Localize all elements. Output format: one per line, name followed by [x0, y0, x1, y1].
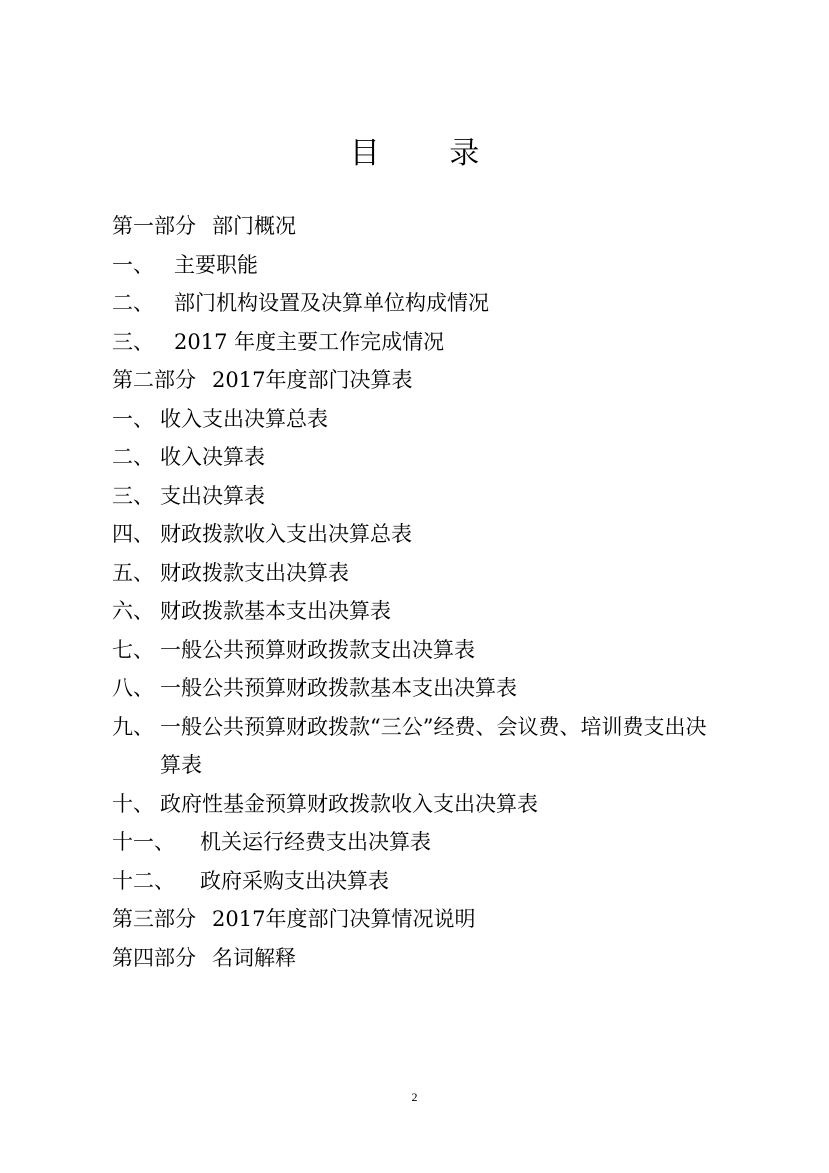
toc-entry [112, 246, 732, 285]
toc-entry-text: 主要职能 [174, 252, 258, 277]
toc-entry-text: 机关运行经费支出决算表 [200, 830, 431, 854]
toc-entry-number: 十一、 [112, 830, 175, 854]
toc-entry-text: 名词解释 [212, 945, 296, 970]
page-number: 2 [411, 1090, 418, 1104]
toc-entry [112, 785, 732, 824]
toc-entry-text: 2017年度部门决算情况说明 [212, 907, 476, 931]
toc-entry [112, 515, 732, 554]
toc-entry [112, 284, 732, 323]
toc-title: 目 录 [349, 136, 510, 171]
toc-entry-number: 四、 [112, 522, 154, 546]
toc-entry-text: 政府性基金预算财政拨款收入支出决算表 [160, 791, 538, 816]
toc-entry-number: 六、 [112, 599, 154, 623]
toc-entry-text: 部门机构设置及决算单位构成情况 [174, 291, 489, 315]
toc-entry-part-3 [112, 900, 732, 939]
toc-entry-number: 七、 [112, 637, 154, 662]
toc-entry [112, 631, 732, 670]
toc-entry-number: 第二部分 [112, 368, 196, 392]
toc-entry-number: 第三部分 [112, 907, 196, 931]
toc-entry [112, 323, 732, 362]
toc-entry-text: 财政拨款支出决算表 [160, 560, 349, 585]
toc-entry-number: 十二、 [112, 868, 175, 893]
toc-entry-number: 一、 [112, 252, 154, 277]
toc-entry [112, 592, 732, 631]
toc-entry-number: 十、 [112, 791, 154, 816]
toc-entry-text: 一般公共预算财政拨款基本支出决算表 [160, 676, 517, 700]
toc-entry [112, 400, 732, 439]
toc-entry-text: 政府采购支出决算表 [200, 868, 389, 893]
toc-entry-number: 三、 [112, 329, 154, 354]
toc-entry-text: 一般公共预算财政拨款“三公”经费、会议费、培训费支出决算表 [160, 714, 707, 777]
toc-entry-text: 支出决算表 [160, 483, 265, 508]
toc-entry [112, 554, 732, 593]
toc-entry-number: 二、 [112, 445, 154, 469]
toc-entry [112, 669, 732, 708]
toc-entry-text: 收入支出决算总表 [160, 406, 328, 431]
toc-entry [112, 477, 732, 516]
toc-entry-text: 2017 年度主要工作完成情况 [174, 329, 445, 354]
toc-entry-text: 2017年度部门决算表 [212, 368, 413, 392]
toc-entry [112, 862, 732, 901]
toc-entry-number: 三、 [112, 483, 154, 508]
toc-entry-number: 第四部分 [112, 945, 196, 970]
toc-entry-part-2 [112, 361, 732, 400]
toc-entry-number: 一、 [112, 406, 154, 431]
toc-entry-number: 八、 [112, 676, 154, 700]
toc-entry-text: 财政拨款基本支出决算表 [160, 599, 391, 623]
toc-entry [112, 438, 732, 477]
toc-entry-text: 财政拨款收入支出决算总表 [160, 522, 412, 546]
toc-entry-number: 二、 [112, 291, 154, 315]
toc-entry-number: 九、 [112, 714, 154, 739]
toc-entry-number: 第一部分 [112, 214, 196, 238]
toc-entry-part-4 [112, 939, 732, 978]
toc-entry-number: 五、 [112, 560, 154, 585]
toc-entry-part-1 [112, 207, 732, 246]
toc-entry-text: 收入决算表 [160, 445, 265, 469]
toc-entry-text: 一般公共预算财政拨款支出决算表 [160, 637, 475, 662]
toc-entry [112, 823, 732, 862]
toc-entry-text: 部门概况 [212, 214, 296, 238]
toc-entry [112, 708, 732, 785]
table-of-contents [112, 207, 732, 977]
